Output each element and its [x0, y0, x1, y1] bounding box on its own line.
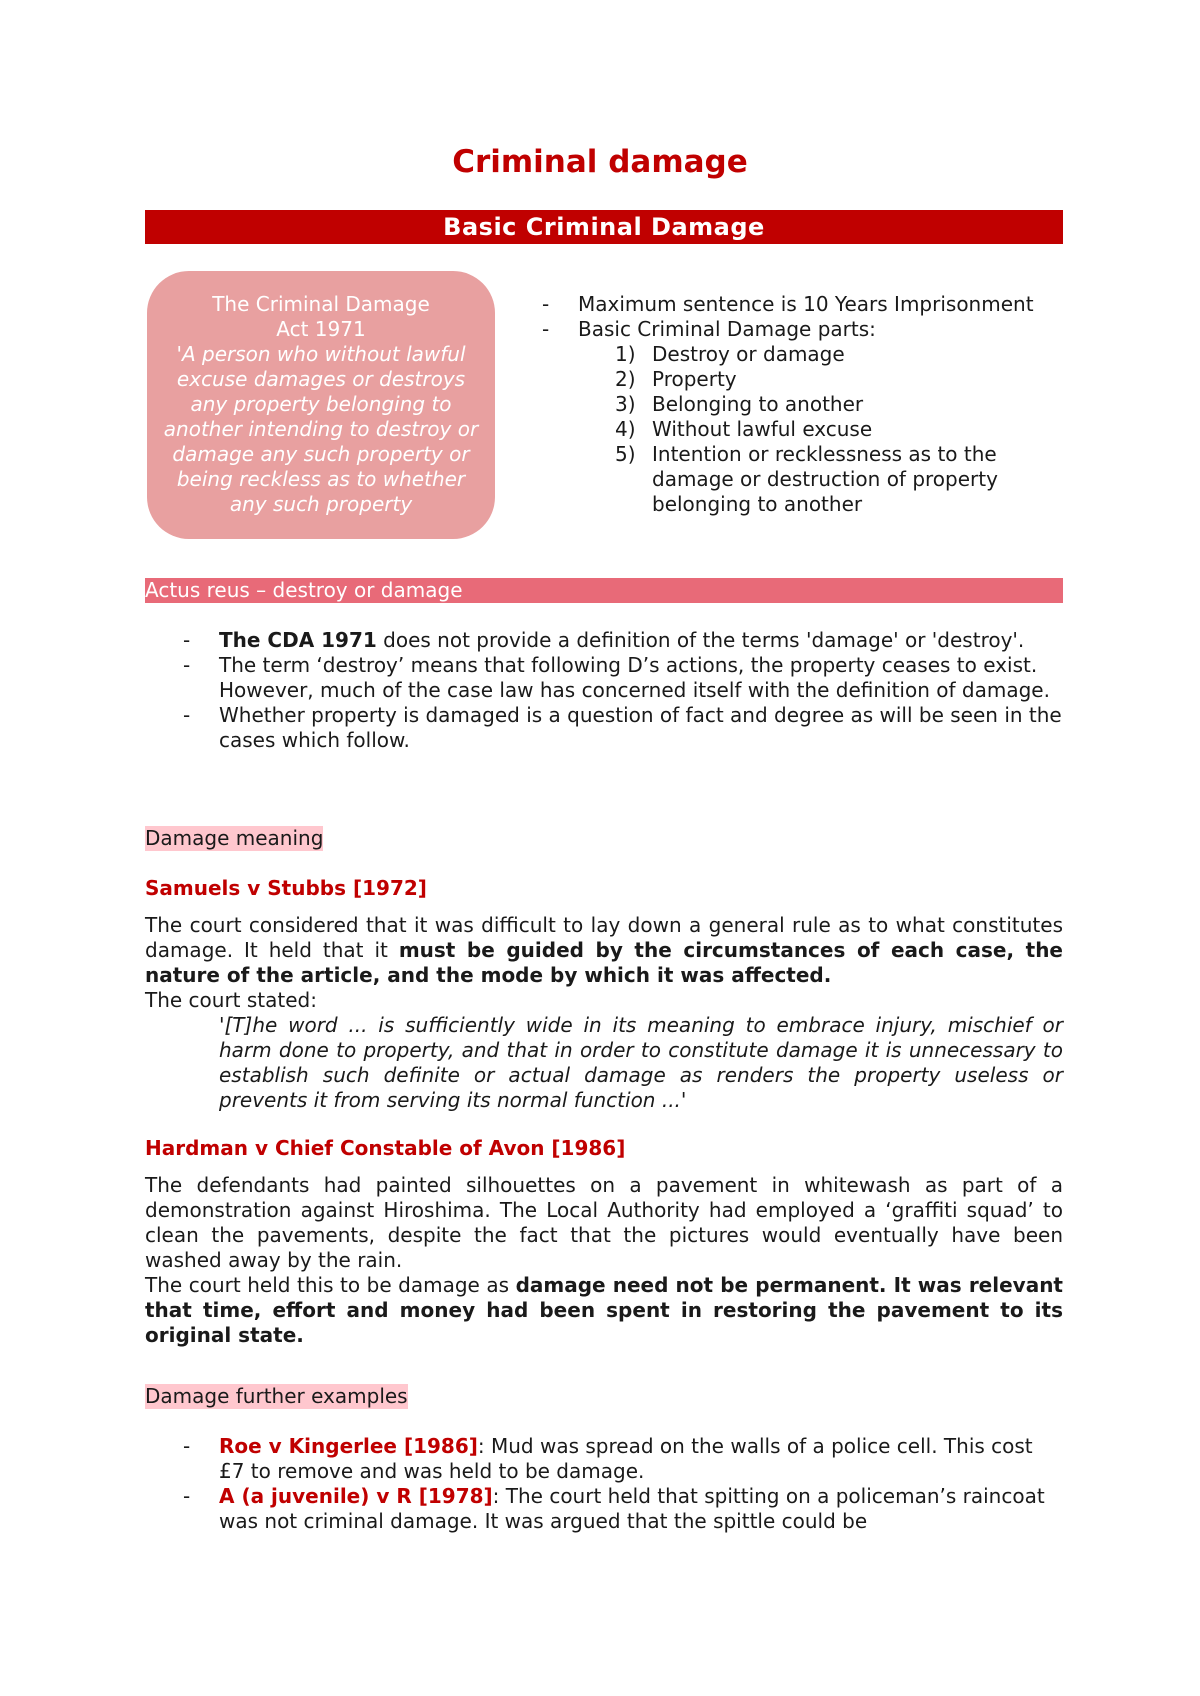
dash-bullet: -	[183, 1434, 191, 1458]
damage-meaning-heading-row	[145, 826, 1063, 851]
list-item	[145, 628, 1063, 653]
part-text: Destroy or damage	[652, 342, 845, 366]
list-item	[540, 442, 1080, 517]
paragraph-text: The court considered that it was difficult to lay down a general rule as to what constitutes damage. It held that it	[145, 913, 1063, 962]
bullet-text: does not provide a definition of the terms 'damage' or 'destroy'.	[376, 628, 1025, 652]
bullet-text: Whether property is damaged is a question of fact and degree as will be seen in the cases which follow.	[219, 703, 1062, 752]
dash-bullet: -	[542, 292, 550, 316]
court-stated-text: The court stated:	[145, 988, 317, 1012]
actus-reus-bullets	[145, 628, 1063, 753]
dash-bullet: -	[542, 317, 550, 341]
list-number: 2)	[615, 367, 636, 391]
page-title: Criminal damage	[452, 144, 748, 180]
max-sentence-text: Maximum sentence is 10 Years Imprisonment	[578, 292, 1034, 316]
list-number: 4)	[615, 417, 636, 441]
paragraph-text: The court held this to be damage as	[145, 1273, 516, 1297]
dash-bullet: -	[183, 1484, 191, 1508]
part-text: Without lawful excuse	[652, 417, 873, 441]
part-text: Belonging to another	[652, 392, 864, 416]
list-number: 5)	[615, 442, 636, 466]
parts-intro-text: Basic Criminal Damage parts:	[578, 317, 876, 341]
further-examples-list	[145, 1434, 1063, 1534]
act-box-quote: 'A person who without lawful excuse damages or destroys any property belonging to another intending to destroy or damage any such property or being reckless as to whether any such property	[163, 342, 479, 516]
bullet-text: The term ‘destroy’ means that following D’s actions, the property ceases to exist. However, much of the case law has concerned itself with the definition of damage.	[219, 653, 1050, 702]
list-item	[145, 1484, 1063, 1534]
list-item	[540, 342, 1080, 367]
roe-case-name: Roe v Kingerlee [1986]	[219, 1434, 478, 1458]
samuels-paragraph	[145, 913, 1063, 988]
bullet-text: : The court held that spitting on a policeman’s raincoat was not criminal damage. It was argued that the spittle could be	[219, 1484, 1045, 1533]
criminal-damage-act-box	[147, 271, 495, 539]
list-item	[145, 1434, 1063, 1484]
list-number: 3)	[615, 392, 636, 416]
hardman-holding	[145, 1273, 1063, 1348]
list-item	[145, 703, 1063, 753]
section-banner: Basic Criminal Damage	[145, 210, 1063, 244]
further-examples-heading: Damage further examples	[145, 1384, 408, 1408]
actus-reus-heading: Actus reus – destroy or damage	[145, 578, 1063, 603]
act-box-heading-line2: Act 1971	[276, 317, 366, 341]
list-item	[540, 367, 1080, 392]
dash-bullet: -	[183, 628, 191, 652]
samuels-case-heading: Samuels v Stubbs [1972]	[145, 876, 427, 900]
further-examples-heading-row	[145, 1384, 1063, 1409]
dash-bullet: -	[183, 703, 191, 727]
part-text: Property	[652, 367, 737, 391]
cda-bold-text: The CDA 1971	[219, 628, 377, 652]
list-item	[540, 292, 1080, 317]
list-item	[540, 417, 1080, 442]
samuels-quote: '[T]he word ... is sufficiently wide in its meaning to embrace injury, mischief or harm done to property, and that in order to constitute damage it is unnecessary to establish such definite or actual damage as renders the property useless or prevents it from serving its normal function ...'	[219, 1013, 1063, 1112]
list-item	[540, 392, 1080, 417]
a-juvenile-case-name: A (a juvenile) v R [1978]	[219, 1484, 493, 1508]
damage-meaning-heading: Damage meaning	[145, 826, 324, 850]
bullet-text: : Mud was spread on the walls of a police cell. This cost £7 to remove and was held to be damage.	[219, 1434, 1033, 1483]
hardman-paragraph: The defendants had painted silhouettes on a pavement in whitewash as part of a demonstration against Hiroshima. The Local Authority had employed a ‘graffiti squad’ to clean the pavements, despite the fact that the pictures would eventually have been washed away by the rain.	[145, 1173, 1063, 1272]
list-item	[540, 317, 1080, 342]
hardman-case-heading: Hardman v Chief Constable of Avon [1986]	[145, 1136, 626, 1160]
hardman-body	[145, 1173, 1063, 1348]
list-number: 1)	[615, 342, 636, 366]
paragraph-bold-text: damage need not be permanent. It was relevant that time, effort and money had been spent in restoring the pavement to its original state.	[145, 1273, 1063, 1347]
part-text: Intention or recklessness as to the damage or destruction of property belonging to another	[652, 442, 998, 516]
samuels-body	[145, 913, 1063, 1113]
sentence-parts-list	[540, 292, 1080, 538]
list-item	[145, 653, 1063, 703]
act-box-heading-line1: The Criminal Damage	[212, 292, 430, 316]
paragraph-bold-text: must be guided by the circumstances of each case, the nature of the article, and the mode by which it was affected.	[145, 938, 1063, 987]
dash-bullet: -	[183, 653, 191, 677]
